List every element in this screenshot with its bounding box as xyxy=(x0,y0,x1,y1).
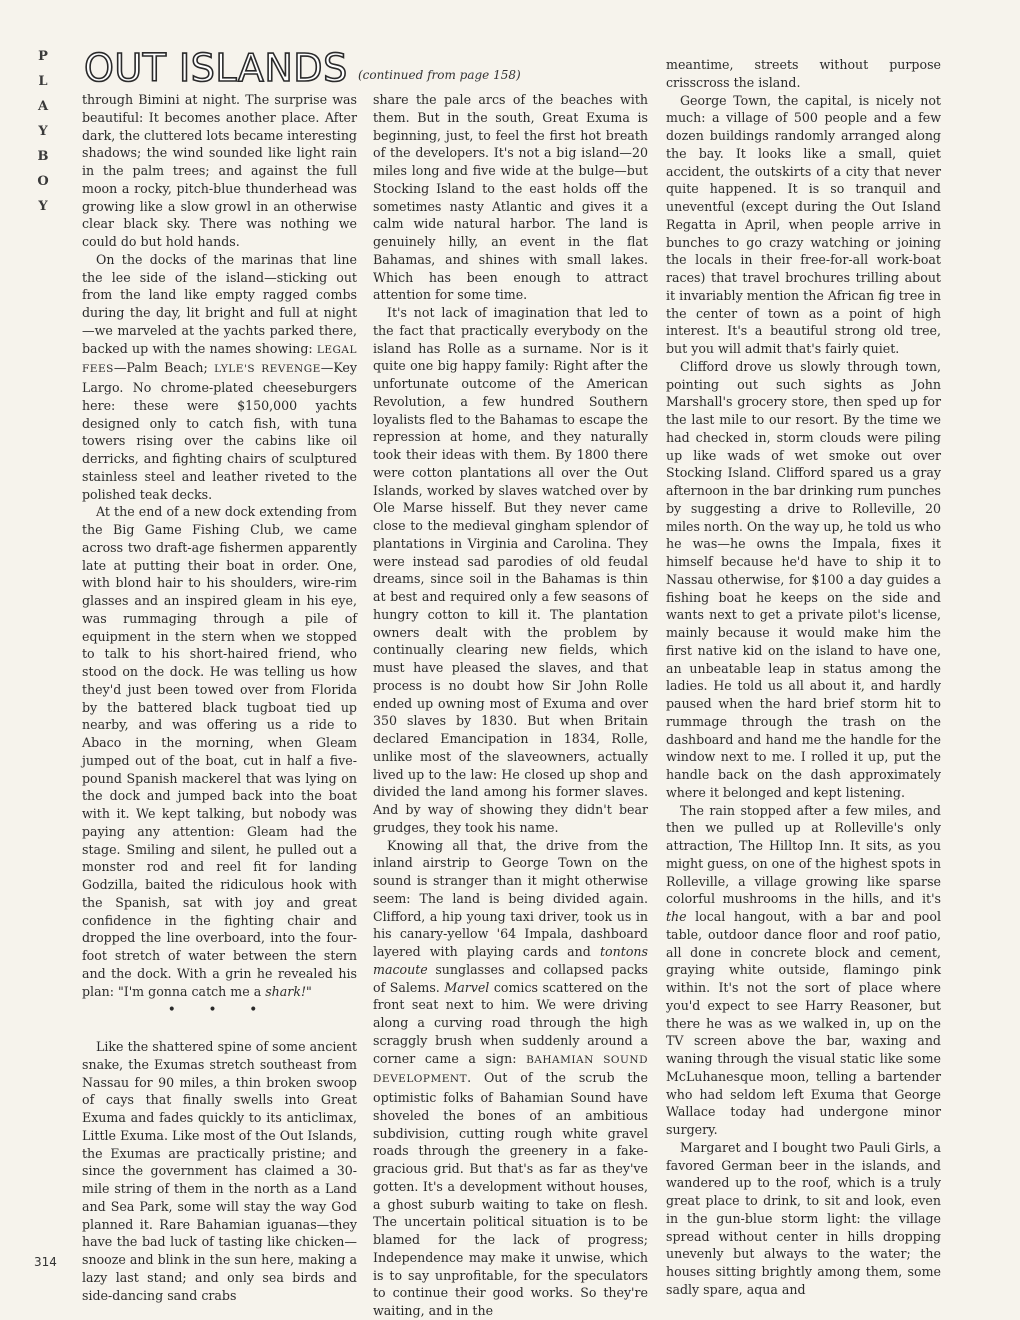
magazine-letter: B xyxy=(37,149,49,164)
article-title: OUT ISLANDS xyxy=(84,46,348,90)
paragraph: through Bimini at night. The surprise was beautiful: It becomes another place. After dark, the cluttered lots became interesting shadows; the wind sounded like light rain in the palm trees; and against the full moon a rocky, pitch-blue thunderhead was growing like a slow growl in an otherwise clear black sky. There was nothing we could do but hold hands. xyxy=(82,92,357,249)
paragraph: Margaret and I bought two Pauli Girls, a favored German beer in the islands, and wandered up to the roof, which is a truly great place to drink, to sit and look, even in the gun-blue storm light: the village spread without center in hills dropping unevenly but always to the water; the houses sitting brightly among them, some sadly spare, aqua and xyxy=(666,1139,941,1297)
text-run: —Palm Beach; xyxy=(113,360,208,376)
text-run: —Key Largo. No chrome-plated cheeseburgers here: these were $150,000 yachts designed only to catch fish, with tuna towers rising over the cabins like oil derricks, and fighting chairs of sculptured stainless steel and leather riveted to the polished teak decks. xyxy=(82,360,357,502)
text-run: Knowing all that, the drive from the inland airstrip to George Town on the sound is stranger than it might otherwise seem: The land is being divided again. Clifford, a hip young taxi driver, took us in his canary-yellow '64 Impala, dashboard layered with playing cards and xyxy=(373,837,648,959)
text-run: local hangout, with a bar and pool table, outdoor dance floor and roof patio, all done in concrete block and cement, graying white outside, flamingo pink within. It's not the sort of place where you'd expect to see Harry Reasoner, but there he was as we walked in, up on the TV screen above the bar, waxing and waning through the visual static like some McLuhanesque moon, telling a bartender who had seldom left Exuma that George Wallace today had undergone minor surgery. xyxy=(666,909,941,1137)
spacer xyxy=(82,1024,357,1038)
magazine-letter: Y xyxy=(38,199,48,214)
paragraph: It's not lack of imagination that led to the fact that practically everybody on the island has Rolle as a surname. Nor is it quite one big happy family: Right after the unfortunate outcome of the American Revolution, a few hundred Southern loyalists fled to the Bahamas to escape the repression at home, and they naturally took their ideas with them. By 1800 there were cotton plantations all over the Out Islands, worked by slaves watched over by Ole Marse hisself. But they never came close to the medieval gingham splendor of plantations in Virginia and Carolina. They were instead sad parodies of old feudal dreams, since soil in the Bahamas is thin at best and required only a few seasons of hungry cotton to kill it. The plantation owners dealt with the problem by continually clearing new fields, which must have pleased the slaves, and that process is no doubt how Sir John Rolle ended up owning most of Exuma and over 350 slaves by 1830. But when Britain declared Emancipation in 1834, Rolle, unlike most of the slaveowners, actually lived up to the law: He closed up shop and divided the land among his former slaves. And by way of showing they didn't bear grudges, they took his name. xyxy=(373,305,648,835)
paragraph xyxy=(666,802,941,1139)
magazine-letter: Y xyxy=(38,124,48,139)
paragraph: Like the shattered spine of some ancient snake, the Exumas stretch southeast from Nassau for 90 miles, a thin broken swoop of cays that finally swells into Great Exuma and fades quickly to its anticlimax, Little Exuma. Like most of the Out Islands, the Exumas are practically pristine; and since the government has claimed a 30-mile string of them in the north as a Land and Sea Park, some will stay the way God planned it. Rare Bahamian iguanas—they have the bad luck of tasting like chicken—snooze and blink in the sun here, making a lazy last stand; and only sea birds and side-dancing sand crabs xyxy=(82,1039,357,1303)
paragraph xyxy=(373,837,648,1320)
column-2 xyxy=(373,91,648,1318)
magazine-letter: L xyxy=(38,74,48,89)
paragraph: share the pale arcs of the beaches with them. But in the south, Great Exuma is beginning, just, to feel the first hot breath of the developers. It's not a big island—20 miles long and five wide at the bulge—but Stocking Island to the east holds off the sometimes nasty Atlantic and gives it a calm wide natural harbor. The land is genuinely hilly, an event in the flat Bahamas, and shines with small lakes. Which has been enough to attract attention for some time. xyxy=(373,92,648,303)
text-run: At the end of a new dock extending from the Big Game Fishing Club, we came across two draft-age fishermen apparently late at putting their boat in order. One, with blond hair to his shoulders, wire-rim glasses and an inspired gleam in his eye, was rummaging through a pile of equipment in the stern when we stopped to talk to his short-haired friend, who stood on the dock. He was telling us how they'd just been towed over from Florida by the battered black tugboat tied up nearby, and was offering us a ride to Abaco in the morning, when Gleam jumped out of the boat, cut in half a five-pound Spanish mackerel that was lying on the dock and jumped back into the boat with it. We kept talking, but nobody was paying any attention: Gleam had the stage. Smiling and silent, he pulled out a monster rod and reel fit for landing Godzilla, baited the ridiculous hook with the Spanish, sat with joy and great confidence in the fighting chair and dropped the line overboard, into the four-foot stretch of water between the stern and the dock. With a grin he revealed his plan: "I'm gonna catch me a xyxy=(82,504,357,999)
paragraph: meantime, streets without purpose crisscross the island. xyxy=(666,57,941,90)
text-run: . Out of the scrub the optimistic folks of Bahamian Sound have shoveled the bones of an ambitious subdivision, cutting rough white gravel roads through the greenery in a fake-gracious grid. But that's as far as they've gotten. It's a development without houses, a ghost suburb waiting to take on flesh. The uncertain political situation is to be blamed for the lack of progress; Independence may make it unwise, which is to say unprofitable, for the speculators to continue their good works. So they're waiting, and in the xyxy=(373,1070,648,1318)
italic-text: tontons macoute xyxy=(373,944,648,977)
text-run: comics scattered on the front seat next to him. We were driving along a curving road through the high scraggly brush when suddenly around a corner came a sign: xyxy=(373,979,648,1066)
text-run: The rain stopped after a few miles, and then we pulled up at Rolleville's only attraction, The Hilltop Inn. It sits, as you might guess, on one of the highest spots in Rolleville, a village growing like sparse colorful mushrooms in the hills, and it's xyxy=(666,802,941,907)
section-break: • • • xyxy=(167,1002,272,1019)
magazine-side-title xyxy=(34,44,52,219)
text-run: " xyxy=(306,983,312,999)
magazine-letter: A xyxy=(37,99,49,114)
magazine-name xyxy=(34,44,52,219)
text-run: sunglasses and collapsed packs of Salems. xyxy=(373,961,648,995)
paragraph: Clifford drove us slowly through town, pointing out such sights as John Marshall's grocery store, then sped up for the last mile to our resort. By the time we had checked in, storm clouds were piling up like wads of wet smoke out over Stocking Island. Clifford spared us a gray afternoon in the bar drinking rum punches by suggesting a drive to Rolleville, 20 miles north. On the way up, he told us who he was—he owns the Impala, fixes it himself because he'd have to ship it to Nassau otherwise, for $100 a day guides a fishing boat he keeps on the side and wants next to get a private pilot's license, mainly because it would make him the first native kid on the island to have one, an unbeatable leap in status among the ladies. He told us all about it, and hardly paused when the hard brief storm hit to rummage through the trash on the dashboard and hand me the handle for the window next to me. I rolled it up, put the handle back on the dash approximately where it belonged and kept listening. xyxy=(666,358,941,800)
page-number: 314 xyxy=(34,1255,57,1269)
boat-name: LYLE'S REVENGE xyxy=(214,363,321,376)
sign-text: BAHAMIAN SOUND DEVELOPMENT xyxy=(373,1053,648,1086)
continued-note: (continued from page 158) xyxy=(358,68,521,82)
magazine-letter: O xyxy=(37,174,49,189)
column-3 xyxy=(666,56,941,1303)
paragraph xyxy=(82,251,357,504)
italic-text: shark! xyxy=(265,983,307,999)
boat-name: LEGAL FEES xyxy=(82,343,357,376)
paragraph xyxy=(82,503,357,1000)
column-1 xyxy=(82,91,357,1303)
italic-text: Marvel xyxy=(444,979,490,995)
italic-text: the xyxy=(666,909,687,924)
magazine-letter: P xyxy=(38,49,48,64)
text-run: On the docks of the marinas that line the lee side of the island—sticking out from the land like empty ragged combs during the day, lit bright and full at night—we marveled at the yachts parked there, backed up with the names showing: xyxy=(82,251,357,356)
paragraph: George Town, the capital, is nicely not much: a village of 500 people and a few dozen buildings randomly arranged along the bay. It looks like a small, quiet accident, the outskirts of a city that never quite happened. It is so tranquil and uneventful (except during the Out Island Regatta in April, when people arrive in bunches to go crazy watching or joining the locals in their free-for-all work-boat races) that travel brochures trilling about it invariably mention the African fig tree in the center of town as a point of high interest. It's a beautiful strong old tree, but you will admit that's fairly quiet. xyxy=(666,92,941,356)
